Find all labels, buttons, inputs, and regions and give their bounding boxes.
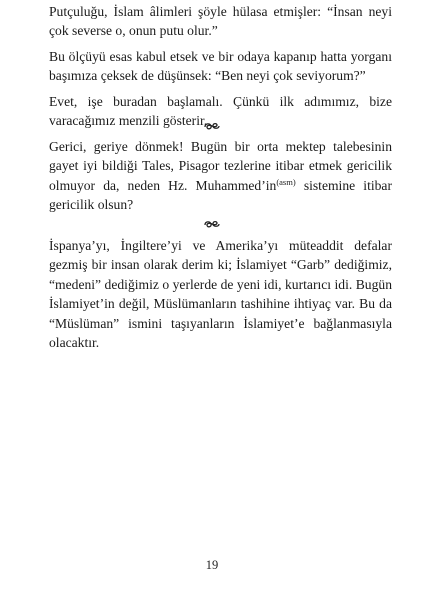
ornament-icon bbox=[203, 121, 221, 131]
paragraph-2: Bu ölçüyü esas kabul etsek ve bir odaya kapanıp hatta yorganı başımıza çeksek de düşünsek: “Ben neyi çok seviyorum?” bbox=[49, 48, 392, 84]
paragraph-5: İspanya’yı, İngiltere’yi ve Amerika’yı müteaddit defalar gezmiş bir insan olarak derim ki; İslamiyet “Garb” dediğimiz, “medeni” dediğimiz o yerlerde de yeni idi, kurtarıcı idi. Bugün İslamiyet’in değil, Müslümanların tashihine ihtiyaç var. Bu da “Müslüman” ismini taşıyanların İslamiyet’e bağlanmasıyla olacaktır. bbox=[49, 238, 392, 351]
ornament-divider-1 bbox=[0, 120, 424, 132]
paragraph-1: Putçuluğu, İslam âlimleri şöyle hülasa etmişler: “İnsan neyi çok severse o, onun putu olur.” bbox=[49, 4, 392, 39]
text-block-bottom bbox=[49, 236, 392, 352]
page-number: 19 bbox=[205, 558, 219, 572]
paragraph-4-text-end: sistemine itibar gericilik olsun? bbox=[49, 177, 392, 213]
ornament-divider-2 bbox=[0, 218, 424, 230]
paragraph-3: Evet, işe buradan başlamalı. Çünkü ilk adımımız, bize varacağımız menzili gösterir. bbox=[49, 93, 392, 129]
paragraph-4-text: Gerici, geriye dönmek! Bugün bir orta mektep talebesinin gayet iyi bildiği Tales, Pisagor tezlerine itibar etmek gericilik olmuyor da, neden Hz. Muhammed’in bbox=[49, 139, 392, 193]
salutation-superscript: (asm) bbox=[276, 176, 296, 187]
text-block-top bbox=[49, 2, 392, 130]
text-block-middle bbox=[49, 137, 392, 215]
ornament-icon bbox=[203, 219, 221, 229]
paragraph-4 bbox=[49, 137, 392, 215]
